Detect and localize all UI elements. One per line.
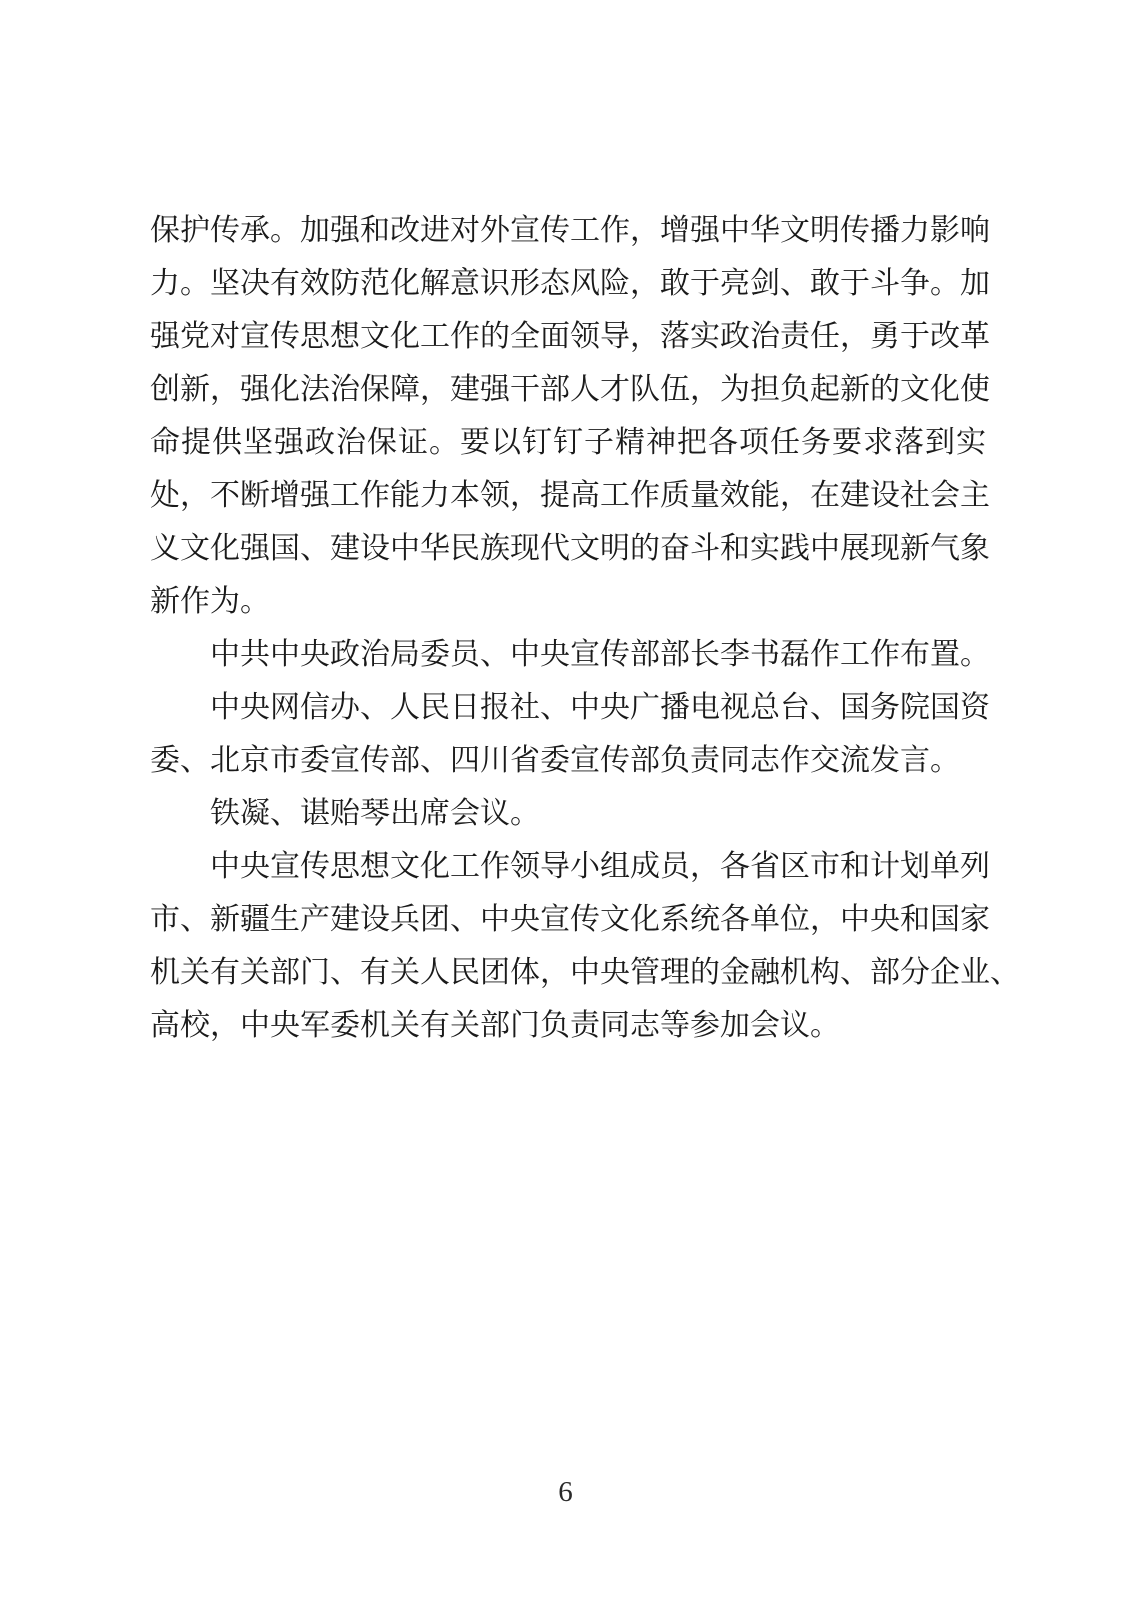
paragraph [150, 787, 986, 840]
text-line: 保护传承。加强和改进对外宣传工作，增强中华文明传播力影响 [150, 214, 990, 247]
text-line: 中共中央政治局委员、中央宣传部部长李书磊作工作布置。 [210, 638, 990, 671]
text-line: 委、北京市委宣传部、四川省委宣传部负责同志作交流发言。 [150, 744, 960, 777]
paragraph [150, 681, 990, 787]
text-line: 机关有关部门、有关人民团体，中央管理的金融机构、部分企业、 [150, 956, 1020, 989]
text-line: 中央网信办、人民日报社、中央广播电视总台、国务院国资 [210, 691, 990, 724]
text-line: 力。坚决有效防范化解意识形态风险，敢于亮剑、敢于斗争。加 [150, 267, 990, 300]
page-number: 6 [558, 1476, 573, 1508]
text-line: 高校，中央军委机关有关部门负责同志等参加会议。 [150, 1009, 840, 1042]
document-body [150, 204, 1020, 1052]
text-line: 义文化强国、建设中华民族现代文明的奋斗和实践中展现新气象 [150, 532, 990, 565]
text-line: 铁凝、谌贻琴出席会议。 [210, 797, 540, 830]
text-line: 市、新疆生产建设兵团、中央宣传文化系统各单位，中央和国家 [150, 903, 990, 936]
text-line: 命提供坚强政治保证。要以钉钉子精神把各项任务要求落到实 [150, 426, 986, 459]
paragraph [150, 840, 1020, 1052]
text-line: 新作为。 [150, 585, 270, 618]
paragraph [150, 204, 990, 628]
text-line: 处，不断增强工作能力本领，提高工作质量效能，在建设社会主 [150, 479, 990, 512]
text-line: 创新，强化法治保障，建强干部人才队伍，为担负起新的文化使 [150, 373, 990, 406]
text-line: 中央宣传思想文化工作领导小组成员，各省区市和计划单列 [210, 850, 990, 883]
text-line: 强党对宣传思想文化工作的全面领导，落实政治责任，勇于改革 [150, 320, 990, 353]
paragraph [150, 628, 990, 681]
